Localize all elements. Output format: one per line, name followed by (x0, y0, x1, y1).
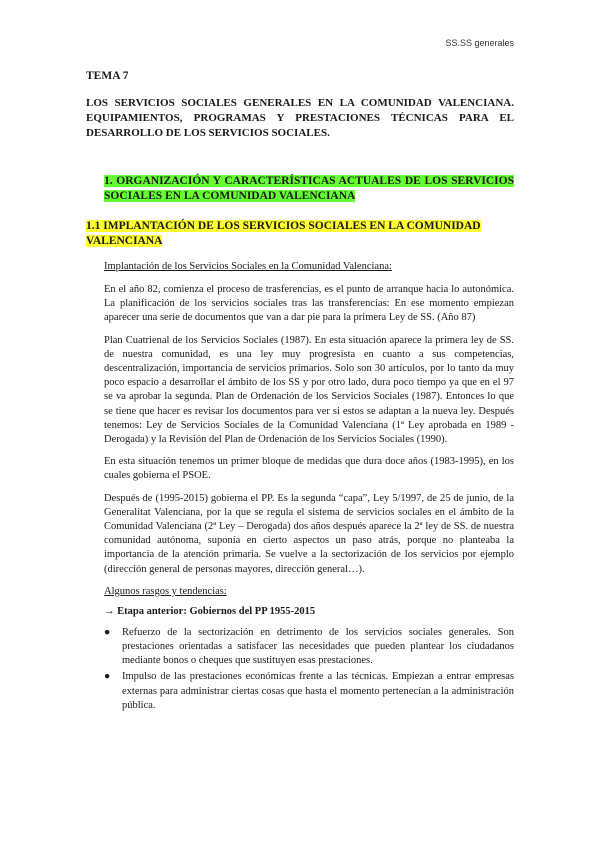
paragraph: En el año 82, comienza el proceso de trasferencias, es el punto de arranque hacia lo autonómica. La planificación de los servicios sociales tras las transferencias: En ese momento empiezan aparecer una serie de documentos que van a dar pie para la primera Ley de SS. (Año 87) (104, 284, 514, 324)
list-item (104, 670, 514, 713)
subheading: Implantación de los Servicios Sociales en la Comunidad Valenciana: (104, 261, 392, 272)
section-1-1-heading-text: 1.1 IMPLANTACIÓN DE LOS SERVICIOS SOCIALES EN LA COMUNIDAD VALENCIANA (86, 220, 481, 247)
subheading-trends: Algunos rasgos y tendencias: (104, 585, 227, 597)
paragraph: Después de (1995-2015) gobierna el PP. Es la segunda “capa”, Ley 5/1997, de 25 de junio, de la Generalitat Valenciana, por la que se regula el sistema de servicios sociales en el ámbito de la Comunidad Valenciana (2ª Ley – Derogada) dos años después aparece la 2ª ley de SS. de nuestra comunidad autónoma, suponía en cierto aspectos un paso atrás, porque no planteaba la importancia de la atención primaria. Se vuelve a la sectorización de los servicios por ejemplo (dirección general de personas mayores, dirección general…). (104, 492, 514, 575)
section-1-heading (104, 174, 514, 203)
bullet-icon: ● (104, 671, 111, 683)
main-title: LOS SERVICIOS SOCIALES GENERALES EN LA COMUNIDAD VALENCIANA. EQUIPAMIENTOS, PROGRAMAS Y PRESTACIONES TÉCNICAS PARA EL DESARROLLO DE LOS SERVICIOS SOCIALES. (86, 97, 514, 139)
header-label: SS.SS generales (445, 38, 514, 48)
arrow-heading: → Etapa anterior: Gobiernos del PP 1955-2015 (104, 605, 316, 617)
document-body (86, 70, 514, 715)
bullet-list (86, 626, 514, 713)
section-1-heading-text: 1. ORGANIZACIÓN Y CARACTERÍSTICAS ACTUALES DE LOS SERVICIOS SOCIALES EN LA COMUNIDAD VALENCIANA (104, 175, 514, 202)
list-item-text: Refuerzo de la sectorización en detrimento de los servicios sociales generales. Son prestaciones orientadas a satisfacer las necesidades que pueden plantear los ciudadanos mediante bonos o cheques que sustituyen esas prestaciones. (122, 626, 514, 667)
bullet-icon: ● (104, 626, 111, 638)
section-1-1-heading (86, 219, 514, 248)
list-item (104, 626, 514, 669)
list-item-text: Impulso de las prestaciones económicas frente a las técnicas. Empiezan a entrar empresas externas para administrar ciertas cosas que hasta el momento pertenecían a la administración pública. (122, 671, 514, 711)
paragraph: En esta situación tenemos un primer bloque de medidas que dura doce años (1983-1995), en los cuales gobierna el PSOE. (104, 456, 514, 482)
paragraph: Plan Cuatrienal de los Servicios Sociales (1987). En esta situación aparece la primera ley de SS. de nuestra comunidad, es una ley muy progresista en cuanto a sus competencias, descentralización, importancia de servicios primarios. Solo son 30 artículos, por lo tanto da muy poco espacio a desarrollar el ámbito de los SS y por otro lado, dura poco tiempo ya que en el 97 se va aprobar la segunda. Plan de Ordenación de los Servicios Sociales (1987). Entonces lo que se tiene que hacer es revisar los documentos para ver si estos se adaptan a la nueva ley. Después tenemos: Ley de Servicios Sociales de la Comunidad Valenciana (1ª Ley aprobada en 1989 - Derogada) y la Revisión del Plan de Ordenación de los Servicios Sociales (1990). (104, 334, 514, 446)
tema-label: TEMA 7 (86, 70, 129, 82)
